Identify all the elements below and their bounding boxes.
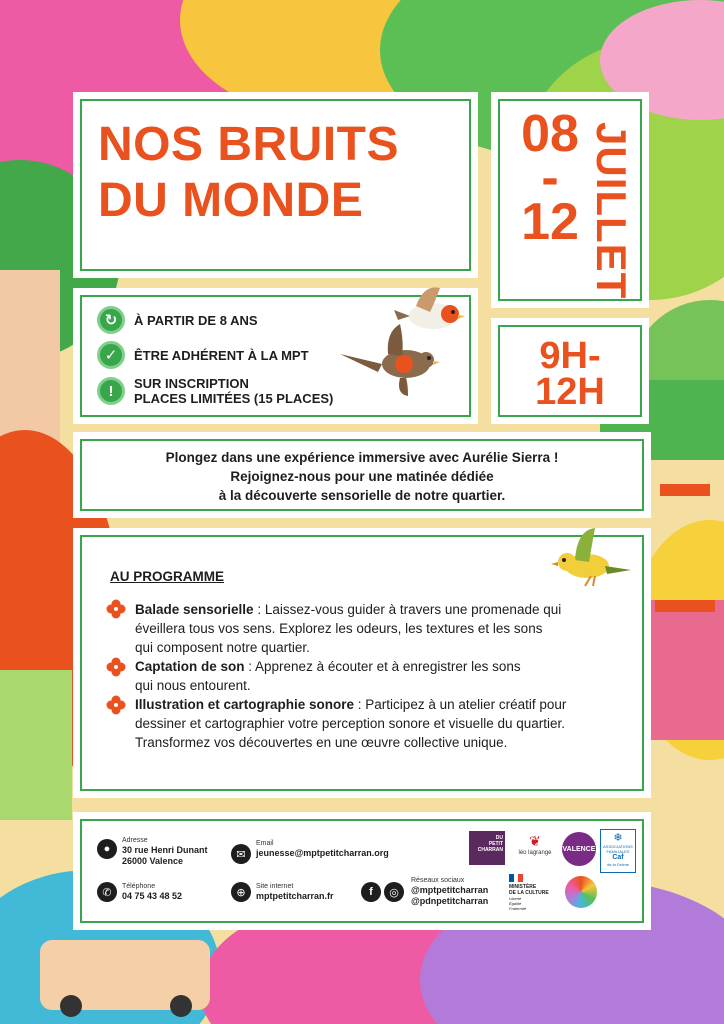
email-link[interactable]: jeunesse@mptpetitcharran.org	[256, 848, 389, 858]
program-item-captation: Captation de son : Apprenez à écouter et à enregistrer les sons qui nous entourent.	[135, 659, 521, 693]
program-item-balade: Balade sensorielle : Laissez-vous guider à travers une promenade qui éveillera tous vos sens. Explorez les odeurs, les textures et les sons qui composent notre quartier.	[135, 602, 562, 655]
check-circle-icon: ✓	[97, 341, 125, 369]
french-flag-icon	[509, 874, 523, 882]
event-hours: 9H- 12H	[535, 335, 605, 413]
flying-birds-icon	[338, 284, 473, 404]
program-item-cartographie: Illustration et cartographie sonore : Participez à un atelier créatif pour dessiner et cartographier votre perception sonore et visuelle du quartier. Transformez vos découvertes en une œuvre collective unique.	[135, 697, 567, 750]
refresh-circle-icon: ↻	[97, 306, 125, 334]
conditions-panel	[73, 288, 478, 424]
phone-block: Téléphone 04 75 43 48 52	[122, 883, 183, 901]
condition-age: ↻ À PARTIR DE 8 ANS	[97, 306, 258, 334]
social-handle-2[interactable]: @pdnpetitcharran	[411, 896, 489, 906]
intro-line-3: à la découverte sensorielle de notre quartier.	[218, 488, 506, 503]
flower-bullet-icon	[106, 695, 126, 715]
date-start: 08	[521, 105, 579, 163]
ministere-culture-logo: MINISTÈRE DE LA CULTURE Liberté Égalité Fraternité	[509, 874, 559, 920]
phone-icon: ✆	[97, 882, 117, 902]
date-panel	[491, 92, 649, 308]
globe-icon: ⊕	[231, 882, 251, 902]
title-panel	[73, 92, 478, 278]
email-block: Email jeunesse@mptpetitcharran.org	[256, 840, 389, 858]
facebook-icon[interactable]: f	[361, 882, 381, 902]
flower-bullet-icon	[106, 599, 126, 619]
intro-line-1: Plongez dans une expérience immersive avec Aurélie Sierra !	[165, 450, 559, 465]
social-block: Réseaux sociaux @mptpetitcharran @pdnpetitcharran	[411, 877, 489, 906]
valence-logo: VALENCE	[562, 832, 596, 866]
phone-link[interactable]: 04 75 43 48 52	[122, 891, 183, 901]
location-pin-icon: ●	[97, 839, 117, 859]
date-end: 12	[521, 193, 579, 251]
condition-membership: ✓ ÊTRE ADHÉRENT À LA MPT	[97, 341, 309, 369]
instagram-icon[interactable]: ◎	[384, 882, 404, 902]
colorful-partner-logo	[565, 876, 597, 908]
website-block: Site internet mptpetitcharran.fr	[256, 883, 334, 901]
month-label: JUILLET	[588, 122, 635, 300]
exclamation-circle-icon: !	[97, 377, 125, 405]
mpt-petit-charran-logo: DU PETIT CHARRAN	[469, 831, 505, 865]
date-separator: -	[541, 149, 559, 207]
leo-lagrange-logo: ❦ léo lagrange	[518, 833, 552, 856]
social-handle-1[interactable]: @mptpetitcharran	[411, 885, 489, 895]
email-icon: ✉	[231, 844, 251, 864]
flower-bullet-icon	[106, 657, 126, 677]
program-panel	[73, 528, 651, 798]
date-range	[505, 105, 595, 251]
condition-registration: ! SUR INSCRIPTION PLACES LIMITÉES (15 PLACES)	[97, 376, 333, 406]
hours-panel	[491, 318, 649, 424]
intro-line-2: Rejoignez-nous pour une matinée dédiée	[230, 469, 494, 484]
yellow-bird-icon	[547, 526, 637, 590]
address-block: Adresse 30 rue Henri Dunant 26000 Valence	[122, 837, 208, 866]
footer-panel	[73, 812, 651, 930]
program-heading: AU PROGRAMME	[110, 569, 224, 584]
intro-panel	[73, 432, 651, 518]
website-link[interactable]: mptpetitcharran.fr	[256, 891, 334, 901]
caf-associations-familiales-logo: ❄ ASSOCIATIONS FAMILIALES Caf de la Drôme	[600, 829, 636, 873]
event-title: NOS BRUITS DU MONDE	[98, 118, 400, 227]
